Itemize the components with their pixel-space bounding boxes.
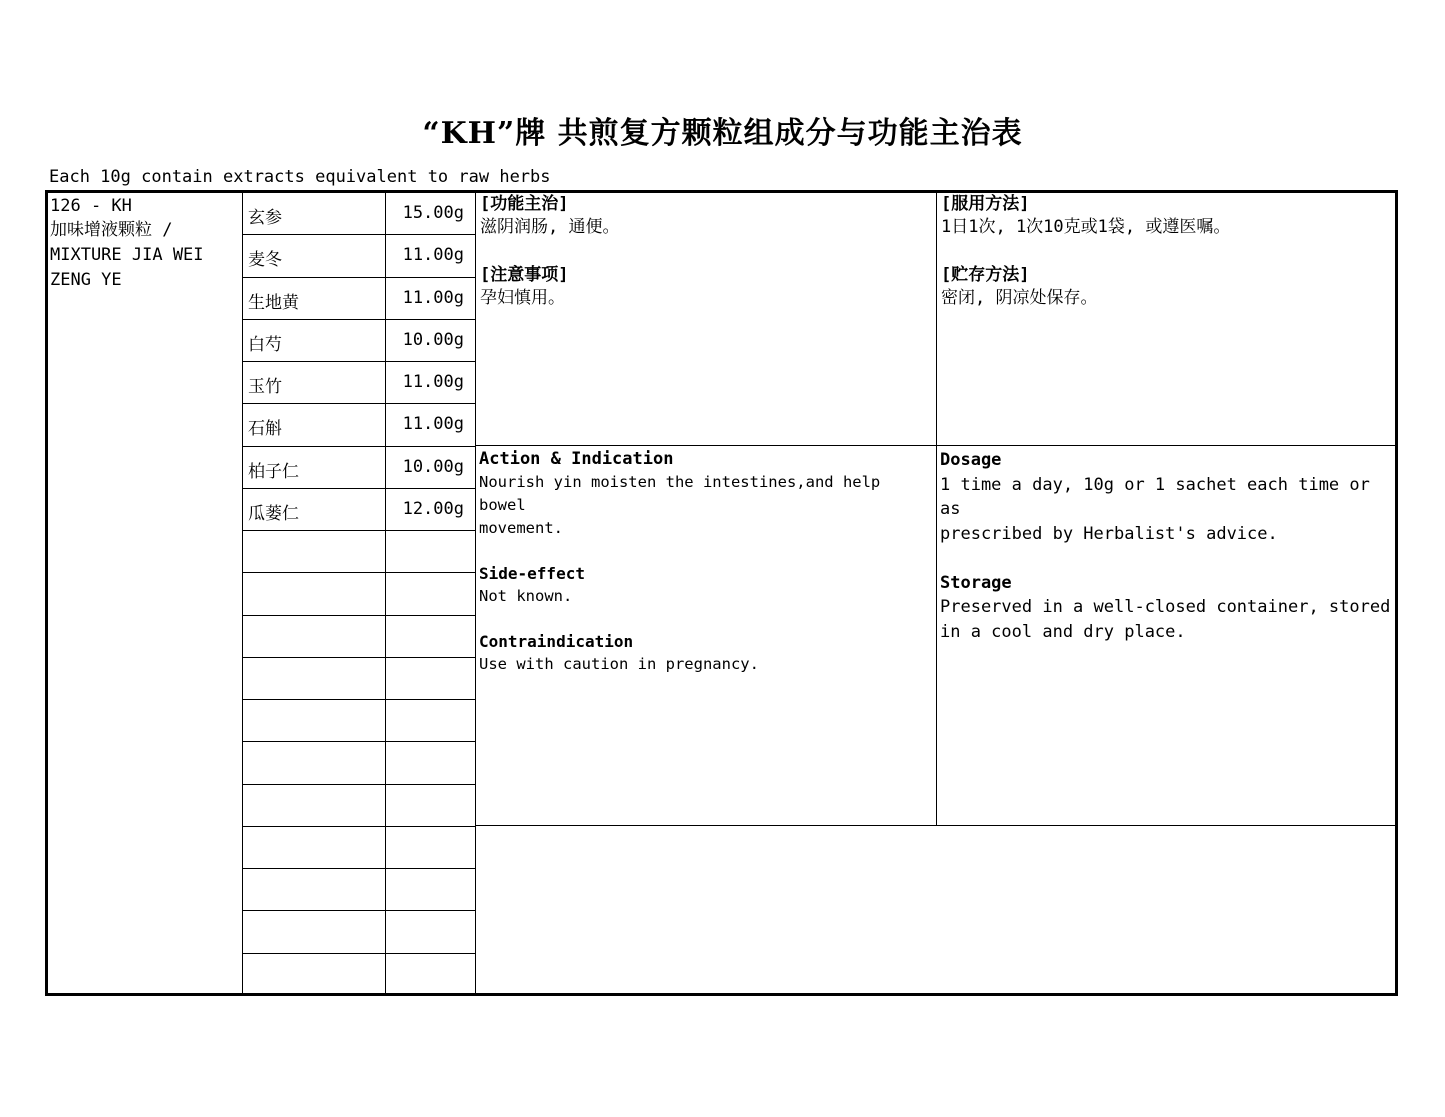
divider-herb-row — [242, 826, 475, 827]
ingredient-weight: 12.00g — [402, 499, 464, 519]
divider-herb-row — [242, 488, 475, 489]
divider-col-4 — [936, 192, 937, 826]
ingredient-weight: 10.00g — [402, 457, 464, 477]
ingredient-weight: 11.00g — [402, 288, 464, 308]
ingredient-herb: 瓜蒌仁 — [248, 504, 299, 524]
function-text: 滋阴润肠, 通便。 — [480, 217, 620, 237]
divider-herb-row — [242, 657, 475, 658]
divider-col-1 — [242, 192, 243, 995]
side-effect-heading: Side-effect — [479, 564, 585, 583]
product-code: 126 - KH — [50, 196, 132, 216]
cn-storage-text: 密闭, 阴凉处保存。 — [941, 288, 1098, 308]
contraindication-text: Use with caution in pregnancy. — [479, 655, 759, 673]
storage-text-line2: in a cool and dry place. — [940, 621, 1186, 642]
caution-text: 孕妇慎用。 — [480, 288, 565, 308]
function-heading: [功能主治] — [480, 194, 569, 214]
action-text-line1: Nourish yin moisten the intestines,and help bowel — [479, 473, 881, 514]
contraindication-heading: Contraindication — [479, 632, 634, 651]
ingredient-weight: 15.00g — [402, 203, 464, 223]
ingredient-herb: 玄参 — [248, 208, 282, 228]
divider-herb-row — [242, 530, 475, 531]
divider-herb-row — [242, 277, 475, 278]
ingredient-weight: 11.00g — [402, 245, 464, 265]
ingredient-herb: 麦冬 — [248, 250, 282, 270]
divider-herb-row — [242, 319, 475, 320]
cn-function-block — [480, 193, 930, 310]
en-dosage-block — [940, 448, 1395, 644]
cn-storage-heading: [贮存方法] — [941, 265, 1030, 285]
ingredient-herb: 柏子仁 — [248, 462, 299, 482]
divider-herb-row — [242, 699, 475, 700]
caution-heading: [注意事项] — [480, 265, 569, 285]
product-name-en-line1: MIXTURE JIA WEI — [50, 245, 204, 265]
product-name-cn: 加味增液颗粒 / — [50, 220, 173, 240]
storage-text-line1: Preserved in a well-closed container, stored — [940, 597, 1391, 617]
ingredient-weight: 11.00g — [402, 372, 464, 392]
usage-text: 1日1次, 1次10克或1袋, 或遵医嘱。 — [941, 217, 1231, 237]
divider-herb-row — [242, 784, 475, 785]
ingredient-herb: 白芍 — [248, 335, 282, 355]
divider-col-3 — [475, 192, 476, 995]
action-heading: Action & Indication — [479, 449, 674, 469]
action-text-line2: movement. — [479, 519, 563, 537]
divider-herb-row — [242, 868, 475, 869]
divider-herb-row — [242, 572, 475, 573]
ingredient-herb: 生地黄 — [248, 293, 299, 313]
usage-heading: [服用方法] — [941, 194, 1030, 214]
divider-herb-row — [242, 615, 475, 616]
divider-herb-row — [242, 234, 475, 235]
divider-col-2 — [385, 192, 386, 995]
dosage-heading: Dosage — [940, 450, 1002, 470]
product-name-en-line2: ZENG YE — [50, 270, 122, 290]
en-action-block — [479, 448, 934, 676]
ingredient-herb: 石斛 — [248, 419, 282, 439]
divider-herb-row — [242, 741, 475, 742]
divider-info-row-2 — [475, 825, 1396, 826]
storage-heading: Storage — [940, 572, 1012, 593]
dosage-text-line2: prescribed by Herbalist's advice. — [940, 523, 1278, 544]
divider-herb-row — [242, 953, 475, 954]
divider-info-row-1 — [475, 445, 1396, 446]
page-title: “KH”牌 共煎复方颗粒组成分与功能主治表 — [422, 116, 1023, 151]
ingredient-herb: 玉竹 — [248, 377, 282, 397]
divider-herb-row — [242, 361, 475, 362]
ingredient-weight: 10.00g — [402, 330, 464, 350]
divider-herb-row — [242, 403, 475, 404]
table-subtitle: Each 10g contain extracts equivalent to raw herbs — [49, 167, 551, 187]
ingredient-weight: 11.00g — [402, 414, 464, 434]
side-effect-text: Not known. — [479, 587, 573, 605]
dosage-text-line1: 1 time a day, 10g or 1 sachet each time or as — [940, 474, 1370, 519]
divider-herb-row — [242, 446, 475, 447]
divider-herb-row — [242, 910, 475, 911]
cn-usage-block — [941, 193, 1391, 310]
